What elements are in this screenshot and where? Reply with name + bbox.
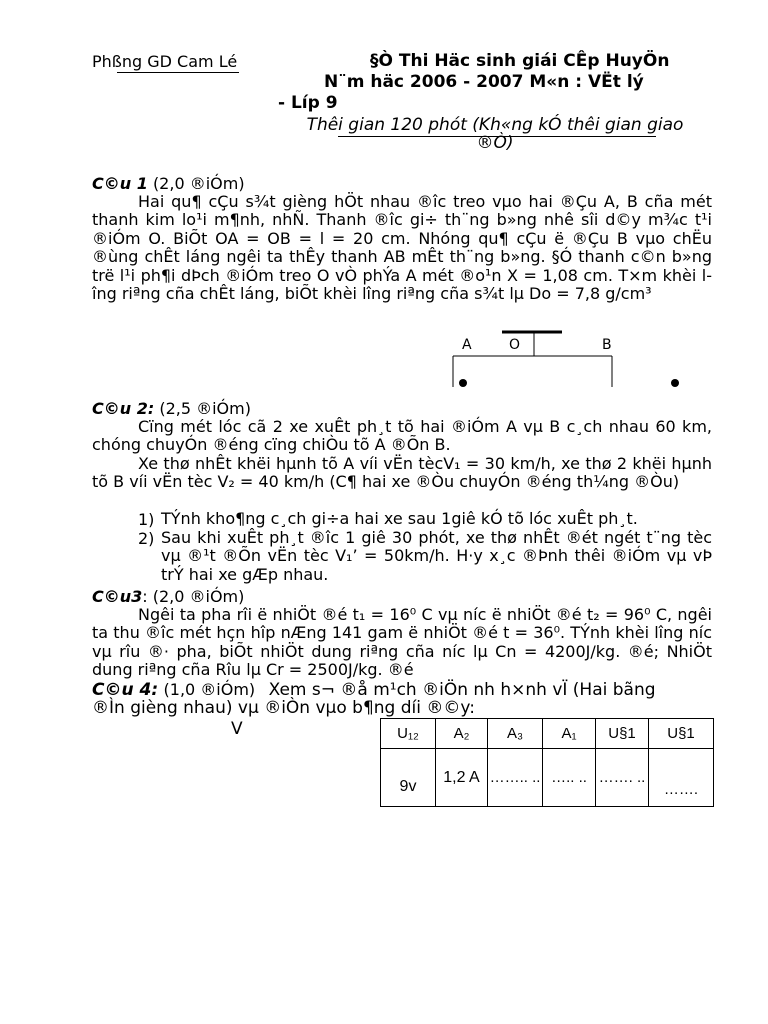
question-4-line-2: ®Ìn gièng nhau) vµ ®iÒn vµo b¶ng díi ®©y: — [92, 698, 475, 718]
table-row — [381, 749, 714, 807]
cell-a1: ….. .. — [543, 749, 596, 807]
cell-a2: 1,2 A — [436, 749, 488, 807]
header-a3: A₃ — [488, 719, 543, 749]
header-a1: A₁ — [543, 719, 596, 749]
grade-label: - Líp 9 — [278, 93, 338, 113]
question-3-points: : (2,0 ®iÓm) — [142, 587, 245, 606]
label-b: B — [602, 337, 612, 353]
cell-ud1-b: ……. — [649, 749, 714, 807]
question-1-heading — [92, 174, 245, 193]
header-a2: A₂ — [436, 719, 488, 749]
header-ud1-b: U§1 — [649, 719, 714, 749]
question-2-item-2: Sau khi xuÊt ph¸t ®îc 1 giê 30 phót, xe thø nhÊt ®ét ngét t¨ng tèc vµ ®¹t ®Õn vËn tèc V₁’ = 50km/h. H·y x¸c ®Þnh thêi ®iÓm vµ vÞ trÝ hai xe gÆp nhau. — [161, 528, 712, 584]
label-a: A — [462, 337, 472, 353]
question-2-points: (2,5 ®iÓm) — [159, 399, 251, 418]
duration-underline — [338, 136, 656, 137]
lever-figure — [440, 325, 690, 395]
question-2-item-2-number: 2) — [138, 529, 155, 548]
table-header-row — [381, 719, 714, 749]
ball-b — [671, 379, 679, 387]
question-4-label: C©u 4: — [92, 680, 159, 700]
cell-a3: …….. .. — [488, 749, 543, 807]
year-subject: N¨m häc 2006 - 2007 M«n : VËt lý — [324, 72, 644, 92]
question-2-item-1-number: 1) — [138, 510, 155, 529]
question-4-line-1: Xem s¬ ®å m¹ch ®iÖn nh h×nh vÏ (Hai bãng — [268, 680, 656, 700]
question-1-label: C©u 1 — [92, 174, 148, 193]
cell-ud1: ……. .. — [596, 749, 649, 807]
question-2-label: C©u 2: — [92, 399, 155, 418]
question-2-heading — [92, 399, 251, 418]
question-2-item-1: TÝnh kho¶ng c¸ch gi÷a hai xe sau 1giê kÓ tõ lóc xuÊt ph¸t. — [161, 509, 638, 528]
question-3-heading — [92, 587, 244, 606]
department-underline — [117, 72, 239, 73]
header-u12: U₁₂ — [381, 719, 436, 749]
voltmeter-label: V — [231, 719, 243, 739]
department-name: Phßng GD Cam Lé — [92, 52, 238, 71]
exam-title: §Ò Thi Häc sinh giái CÊp HuyÖn — [370, 51, 670, 71]
question-4-heading — [92, 680, 656, 700]
question-1-body: Hai qu¶ cÇu s¾t gièng hÖt nhau ®îc treo vµo hai ®Çu A, B cña mét thanh kim lo¹i m¶nh, nhÑ. Thanh ®îc gi÷ th¨ng b»ng nhê sîi d©y m¾c t¹i ®iÓm O. BiÕt OA = OB = l = 20 cm. Nhóng qu¶ cÇu ë ®Çu B vµo chËu ®ùng chÊt láng ngêi ta thÊy thanh AB mÊt th¨ng b»ng. §Ó thanh c©n b»ng trë l¹i ph¶i dÞch ®iÓm treo O vÒ phÝa A mét ®o¹n X = 1,08 cm. T×m khèi lîng riªng cña chÊt láng, biÕt khèi lîng riªng cña s¾t lµ Do = 7,8 g/cm³ — [92, 192, 712, 304]
measurement-table — [380, 718, 714, 807]
cell-u12: 9v — [381, 749, 436, 807]
question-1-points: (2,0 ®iÓm) — [152, 174, 245, 193]
label-o: O — [509, 337, 521, 353]
question-4-points: (1,0 ®iÓm) — [163, 680, 256, 699]
question-2-para-2: Xe thø nhÊt khëi hµnh tõ A víi vËn tècV₁ = 30 km/h, xe thø 2 khëi hµnh tõ B víi vËn tèc V₂ = 40 km/h (C¶ hai xe ®Òu chuyÓn ®éng th¼ng ®Òu) — [92, 454, 712, 492]
header-ud1: U§1 — [596, 719, 649, 749]
ball-a — [459, 379, 467, 387]
exam-duration: Thêi gian 120 phót (Kh«ng kÓ thêi gian giao ®Ò) — [306, 115, 684, 154]
question-2-para-1: Cïng mét lóc cã 2 xe xuÊt ph¸t tõ hai ®iÓm A vµ B c¸ch nhau 60 km, chóng chuyÓn ®éng cïng chiÒu tõ A ®Õn B. — [92, 417, 712, 455]
lever-diagram — [440, 325, 690, 395]
question-3-label: C©u3 — [92, 587, 143, 606]
question-3-body: Ngêi ta pha rîi ë nhiÖt ®é t₁ = 16⁰ C vµ níc ë nhiÖt ®é t₂ = 96⁰ C, ngêi ta thu ®îc mét hçn hîp nÆng 141 gam ë nhiÖt ®é t = 36⁰. TÝnh khèi lîng níc vµ rîu ®· pha, biÕt nhiÖt dung riªng cña níc lµ Cn = 4200J/kg. ®é; NhiÖt dung riªng cña Rîu lµ Cr = 2500J/kg. ®é — [92, 605, 712, 680]
